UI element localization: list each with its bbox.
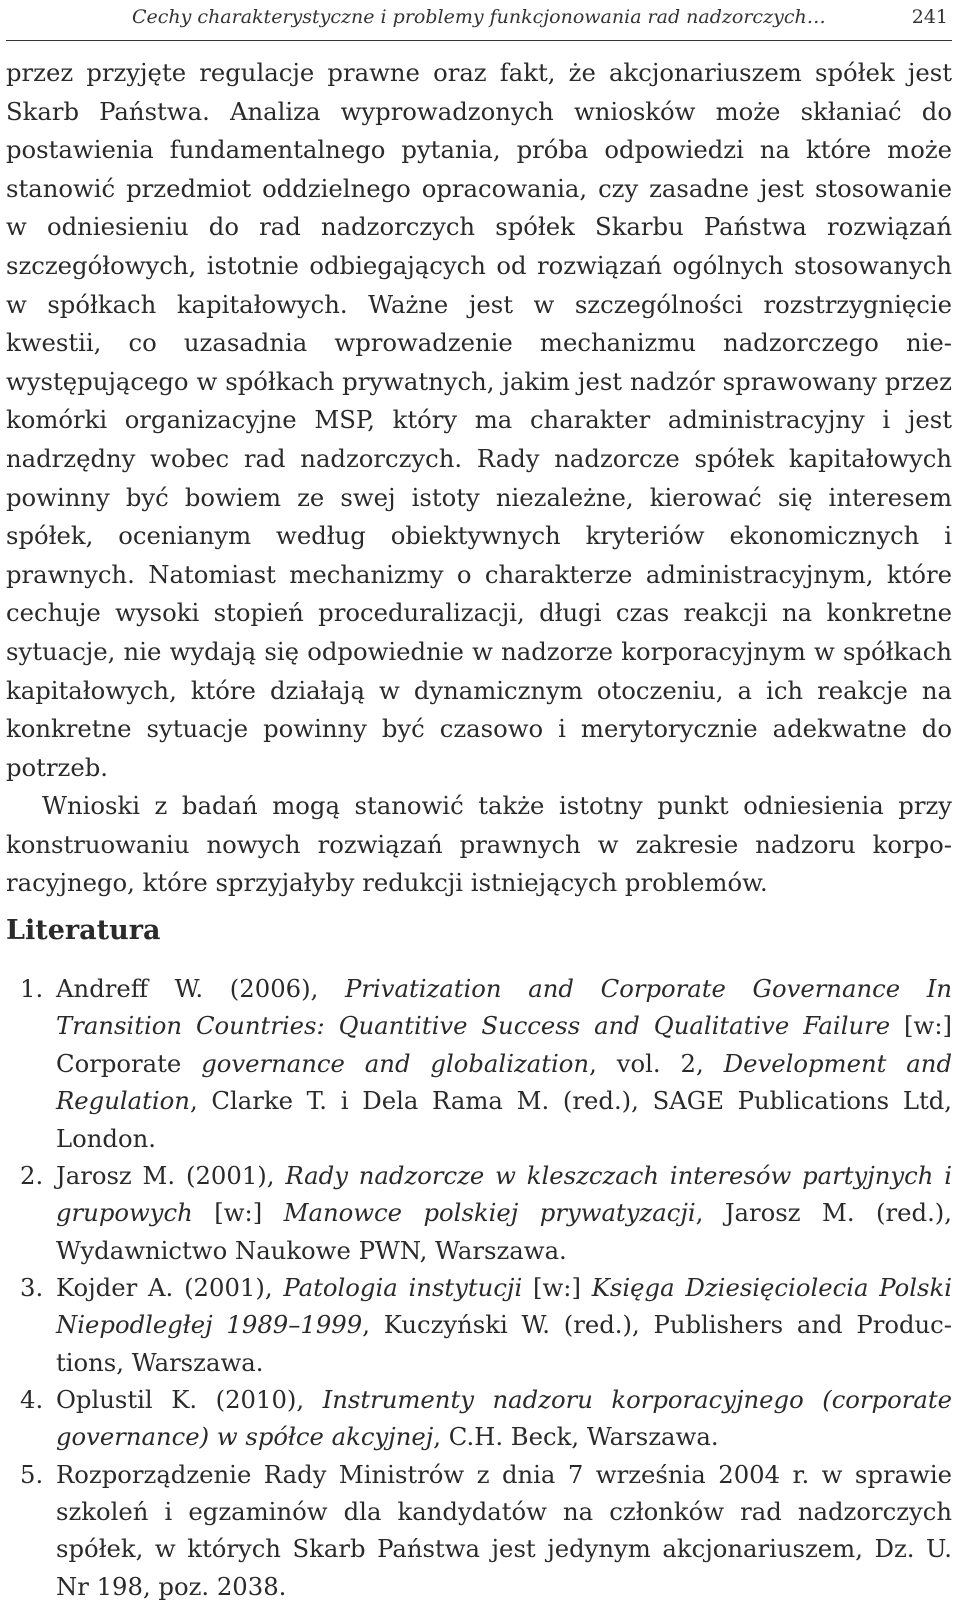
paragraph: przez przyjęte regulacje prawne oraz fakt, że akcjonariuszem spółek jest Skarb Państwa. Analiza wyprowadzonych wniosków może skłaniać do postawienia fundamentalnego pytania, próba odpowiedzi na które może stanowić przedmiot oddzielnego opracowania, czy zasadne jest stosowanie w odniesieniu do rad nadzorczych spółek Skarbu Państwa rozwiązań szczegółowych, istotnie odbiegających od rozwiązań ogólnych stosowanych w spółkach kapitałowych. Ważne jest w szczególności rozstrzygnięcie kwestii, co uzasadnia wprowadzenie mechanizmu nadzorczego niewystępującego w spółkach prywatnych, jakim jest nadzór sprawowany przez komórki organizacyjne MSP, który ma charakter administracyjny i jest nadrzędny wobec rad nadzorczych. Rady nadzorcze spółek kapitałowych powinny być bowiem ze swej istoty niezależne, kierować się interesem spółek, ocenianym według obiektywnych kryteriów ekonomicznych i prawnych. Natomiast mechanizmy o charakterze administracyjnym, które cechuje wysoki stopień proceduralizacji, długi czas reakcji na konkretne sytuacje, nie wydają się odpowiednie w nadzorze korporacyjnym w spółkach kapitałowych, które działają w dynamicznym otoczeniu, a ich reakcje na konkretne sytuacje powinny być czasowo i merytorycznie adekwatne do potrzeb. <box>6 58 952 782</box>
reference-text: , Jarosz M. (red.), Wydawnictwo Naukowe PWN, Warszawa. <box>56 1198 953 1265</box>
reference-text: Rozporządzenie Rady Ministrów z dnia 7 września 2004 r. w sprawie szkoleń i egzaminów dla kandydatów na członków rad nadzorczych spółek, w których Skarb Państwa jest jedynym akcjonariuszem, Dz. U. Nr 198, poz. 2038. <box>56 1459 952 1601</box>
reference-text: Oplustil K. (2010), <box>56 1384 323 1414</box>
running-header <box>6 2 952 41</box>
reference-number: 5. <box>20 1459 44 1489</box>
reference-number: 3. <box>20 1272 44 1302</box>
reference-text: [w:] <box>192 1198 284 1228</box>
reference-title: governance and globalization <box>201 1048 590 1078</box>
reference-item <box>6 1381 952 1456</box>
reference-text: Andreff W. (2006), <box>56 974 345 1003</box>
body-text <box>6 54 952 903</box>
running-title: Cechy charakterystyczne i problemy funkcjonowania rad nadzorczych… <box>132 6 826 28</box>
page-number: 241 <box>911 6 948 28</box>
reference-title: Patologia instytucji <box>283 1272 523 1302</box>
reference-number: 4. <box>20 1384 44 1414</box>
reference-item <box>6 1456 952 1605</box>
reference-number: 1. <box>20 974 44 1003</box>
reference-item <box>6 1269 952 1381</box>
reference-title: Manowce polskiej prywatyzacji <box>283 1198 696 1228</box>
reference-list <box>6 970 952 1605</box>
reference-text: , Kuczyński W. (red.), Publishers and Productions, Warszawa. <box>56 1310 952 1377</box>
reference-text: , C.H. Beck, Warszawa. <box>433 1422 719 1452</box>
reference-title: Rady nadzorcze w kleszczach interesów partyjnych i grupowych <box>56 1160 953 1228</box>
reference-text: Jarosz M. (2001), <box>56 1160 286 1190</box>
reference-title: Księga Dziesięciolecia Polski Niepodległej 1989–1999 <box>56 1272 952 1340</box>
reference-item <box>6 970 952 1157</box>
reference-item <box>6 1157 952 1269</box>
reference-text: Kojder A. (2001), <box>56 1272 284 1302</box>
reference-title: Instrumenty nadzoru korporacyjnego (corporate governance) w spółce akcyjnej <box>56 1384 952 1452</box>
section-heading-literatura: Literatura <box>6 915 161 946</box>
reference-number: 2. <box>20 1160 44 1190</box>
reference-title: Development and Regulation <box>56 1048 952 1116</box>
reference-text: [w:] Corporate <box>56 1011 952 1078</box>
paragraph: Wnioski z badań mogą stanowić także istotny punkt odniesienia przy konstruowaniu nowych rozwiązań prawnych w zakresie nadzoru korporacyjnego, które sprzyjałyby redukcji istniejących problemów. <box>6 791 952 898</box>
reference-title: Privatization and Corporate Governance In Transition Countries: Quantitive Success and Qualitative Failure <box>56 974 952 1041</box>
reference-text: , Clarke T. i Dela Rama M. (red.), SAGE Publications Ltd, London. <box>56 1086 952 1153</box>
reference-text: , vol. 2, <box>589 1048 724 1078</box>
reference-text: [w:] <box>522 1272 592 1302</box>
